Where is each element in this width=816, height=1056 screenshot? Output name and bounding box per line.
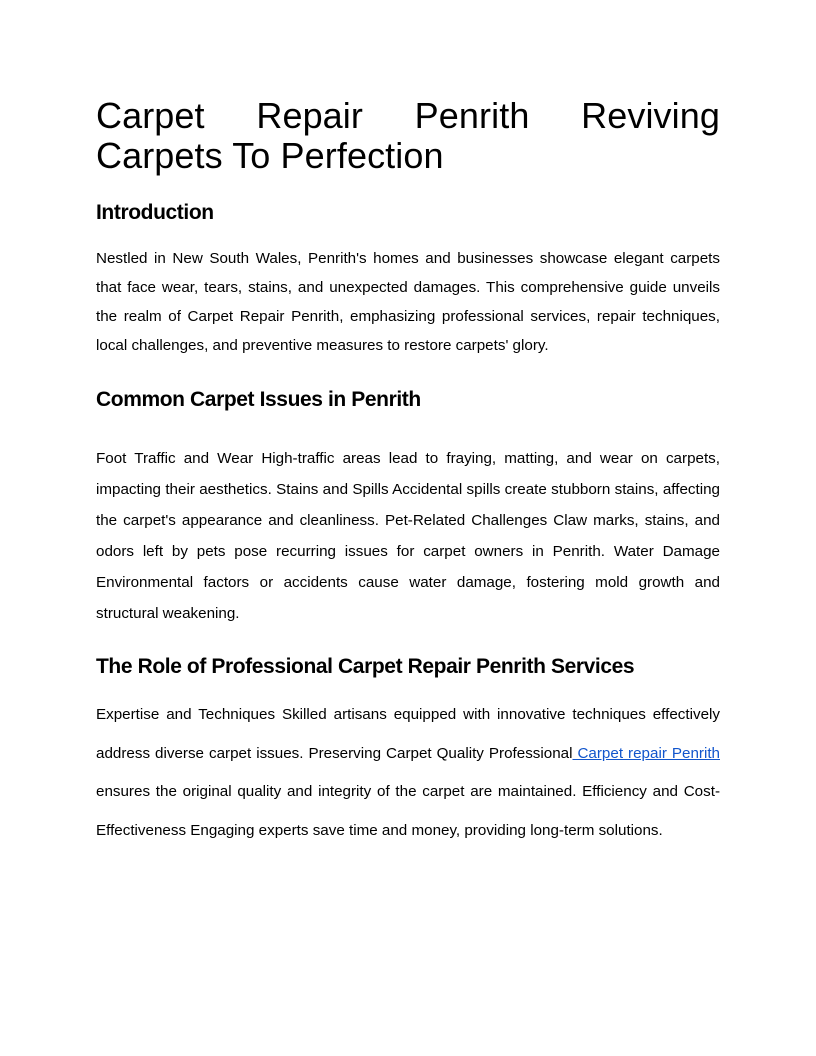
- introduction-heading: Introduction: [96, 201, 214, 224]
- professional-role-paragraph: [96, 696, 720, 850]
- professional-role-text-before-link: Expertise and Techniques Skilled artisans equipped with innovative techniques effectively address diverse carpet issues. Preserving Carpet Quality Professional: [96, 706, 720, 762]
- document-page: [96, 96, 720, 850]
- common-issues-paragraph: Foot Traffic and Wear High-traffic areas lead to fraying, matting, and wear on carpets, impacting their aesthetics. Stains and Spills Accidental spills create stubborn stains, affecting the carpet's appearance and cleanliness. Pet-Related Challenges Claw marks, stains, and odors left by pets pose recurring issues for carpet owners in Penrith. Water Damage Environmental factors or accidents cause water damage, fostering mold growth and structural weakening.: [96, 450, 720, 622]
- professional-role-text-after-link: ensures the original quality and integrity of the carpet are maintained. Efficiency and Cost-Effectiveness Engaging experts save time and money, providing long-term solutions.: [96, 783, 720, 839]
- carpet-repair-penrith-link[interactable]: Carpet repair Penrith: [572, 744, 720, 762]
- document-title: Carpet Repair Penrith Reviving Carpets To Perfection: [96, 95, 720, 176]
- introduction-paragraph: Nestled in New South Wales, Penrith's homes and businesses showcase elegant carpets that face wear, tears, stains, and unexpected damages. This comprehensive guide unveils the realm of Carpet Repair Penrith, emphasizing professional services, repair techniques, local challenges, and preventive measures to restore carpets' glory.: [96, 250, 720, 354]
- common-issues-heading: Common Carpet Issues in Penrith: [96, 388, 421, 411]
- professional-role-heading: The Role of Professional Carpet Repair Penrith Services: [96, 655, 635, 678]
